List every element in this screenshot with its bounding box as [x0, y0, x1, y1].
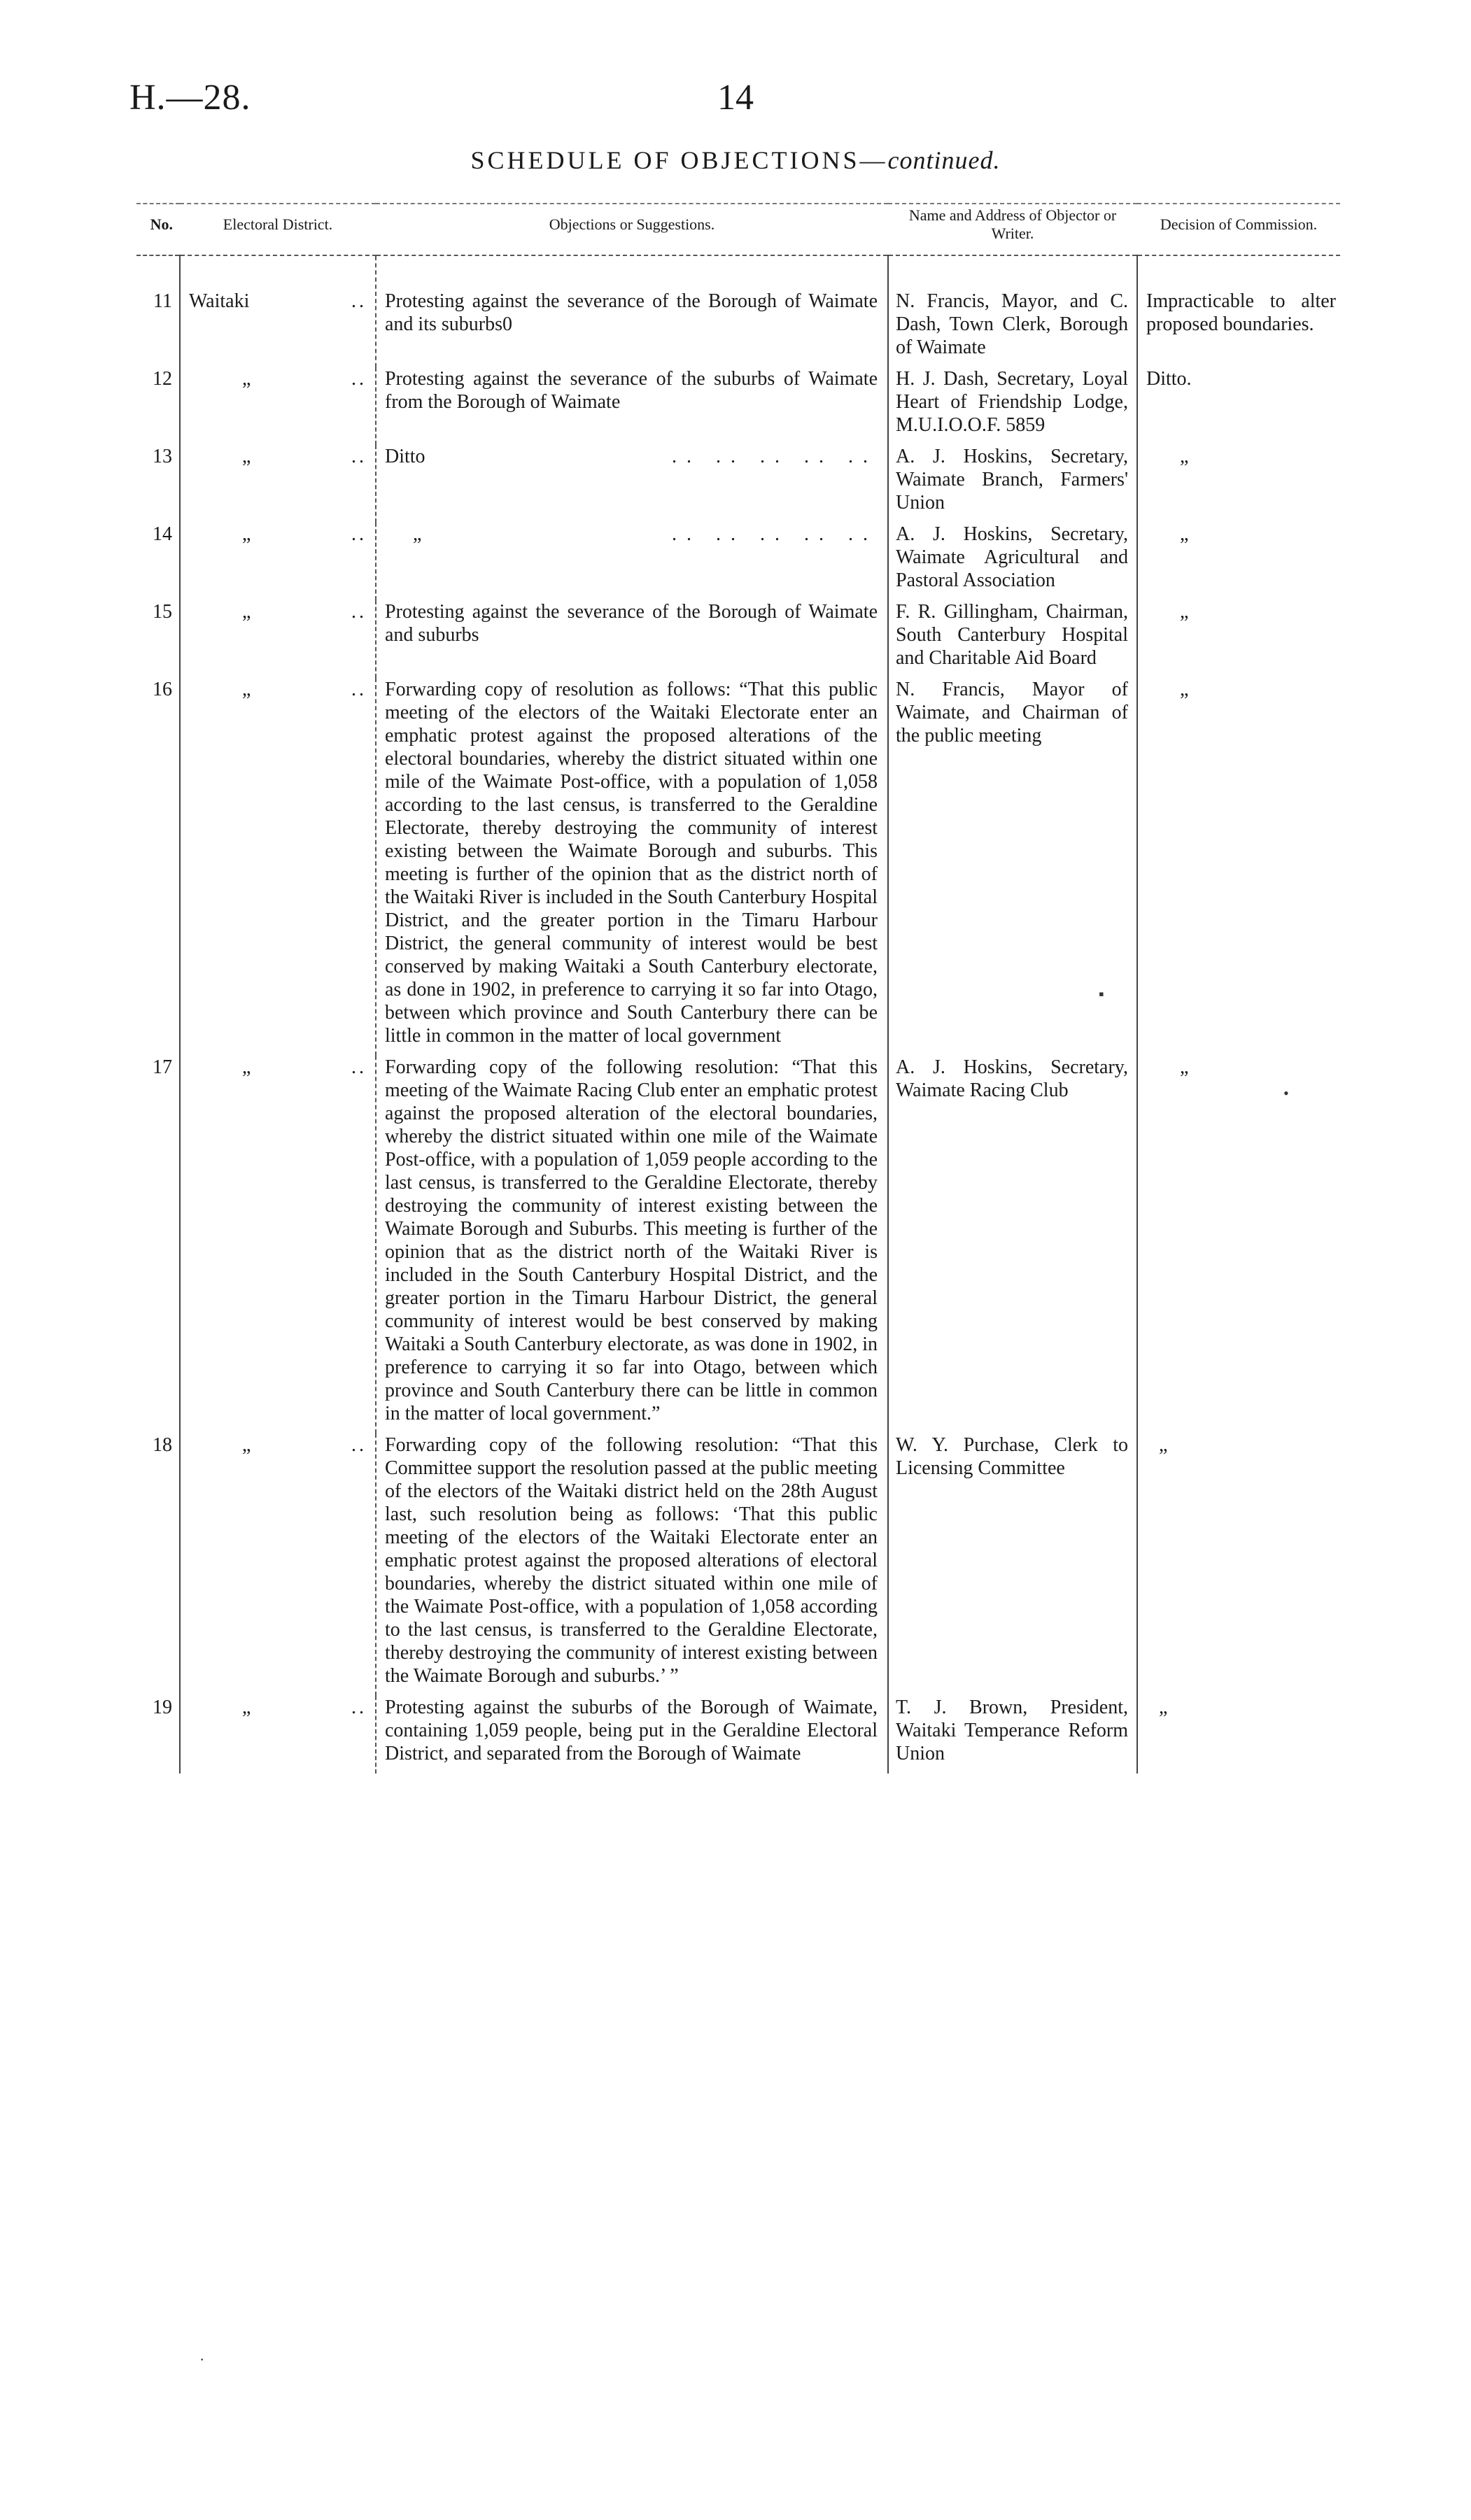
objections-table [136, 203, 1340, 1774]
schedule-title-main: SCHEDULE OF OBJECTIONS— [470, 146, 888, 174]
row-number: 19 [153, 1697, 172, 1718]
row-objector: A. J. Hoskins, Secretary, Waimate Racing Club [888, 1056, 1137, 1434]
district-name: „ [242, 601, 251, 623]
row-objector: T. J. Brown, President, Waitaki Temperance Reform Union [888, 1696, 1137, 1774]
report-reference: H.—28. [129, 78, 251, 118]
table-row [136, 255, 1340, 367]
table-row [136, 1056, 1340, 1434]
row-decision: „ [1159, 1697, 1168, 1718]
row-objector: W. Y. Purchase, Clerk to Licensing Committee [888, 1434, 1137, 1696]
district-dots: .. [351, 368, 367, 390]
row-objector: F. R. Gillingham, Chairman, South Canterbury Hospital and Charitable Aid Board [888, 600, 1137, 678]
row-district [180, 255, 376, 367]
row-decision: „ [1180, 446, 1189, 467]
header-district: Electoral District. [180, 204, 376, 255]
district-name: „ [242, 368, 251, 390]
table-row [136, 678, 1340, 1056]
district-name: „ [242, 1056, 251, 1078]
row-objector: A. J. Hoskins, Secretary, Waimate Agricultural and Pastoral Association [888, 523, 1137, 600]
row-district [180, 1434, 376, 1696]
schedule-title-continued: continued. [887, 146, 1001, 174]
row-objection: Protesting against the severance of the suburbs of Waimate from the Borough of Waimate [376, 367, 888, 445]
row-district [180, 678, 376, 1056]
row-district [180, 600, 376, 678]
row-number: 17 [153, 1056, 172, 1078]
row-decision: „ [1180, 679, 1189, 700]
row-objection [376, 523, 888, 600]
row-objector: H. J. Dash, Secretary, Loyal Heart of Friendship Lodge, M.U.I.O.O.F. 5859 [888, 367, 1137, 445]
district-dots: .. [351, 1056, 367, 1078]
row-number: 16 [153, 679, 172, 700]
objection-leader: .. .. .. .. .. [672, 446, 878, 467]
district-name: „ [242, 1697, 251, 1718]
row-objection: Forwarding copy of the following resolution: “That this Committee support the resolution passed at the public meeting of the electors of the Waitaki district held on the 28th August last, such resolution being as follows: ‘That this public meeting of the electors of the Waitaki Electorate enter an emphatic protest against the proposed alterations of electoral boundaries, whereby the district situated within one mile of the Waimate Post-office, with a population of 1,058 according to the last census, is transferred to the Geraldine Electorate, thereby destroying the community of interest existing between the Waimate Borough and suburbs.’ ” [376, 1434, 888, 1696]
row-number: 13 [153, 446, 172, 467]
stray-mark: ▪ [1099, 985, 1104, 1003]
row-district [180, 523, 376, 600]
stray-mark: · [199, 2351, 205, 2368]
district-dots: .. [351, 679, 367, 700]
district-dots: .. [351, 523, 367, 545]
row-decision: Impracticable to alter proposed boundaries. [1146, 290, 1336, 335]
row-objection: Protesting against the severance of the Borough of Waimate and suburbs [376, 600, 888, 678]
row-decision: „ [1180, 601, 1189, 623]
row-number: 15 [153, 601, 172, 623]
district-dots: .. [351, 601, 367, 623]
row-objection [376, 445, 888, 523]
row-number: 11 [153, 290, 172, 312]
table-row [136, 367, 1340, 445]
table-row [136, 523, 1340, 600]
row-objection: Protesting against the suburbs of the Borough of Waimate, containing 1,059 people, being put in the Geraldine Electoral District, and separated from the Borough of Waimate [376, 1696, 888, 1774]
row-district [180, 445, 376, 523]
table-row [136, 600, 1340, 678]
table-header-row [136, 204, 1340, 255]
table-row [136, 1434, 1340, 1696]
row-objection: Forwarding copy of resolution as follows: “That this public meeting of the electors of the Waitaki Electorate enter an emphatic protest against the proposed alterations of the electoral boundaries, whereby the district situated within one mile of the Waimate Post-office, with a population of 1,058 according to the last census, is transferred to the Geraldine Electorate, thereby destroying the community of interest existing between the Waimate Borough and suburbs. This meeting is further of the opinion that as the district north of the Waitaki River is included in the South Canterbury Hospital District, and the greater portion in the Timaru Harbour District, the general community of interest would be best conserved by making Waitaki a South Canterbury electorate, as done in 1902, in preference to carrying it so far into Otago, between which province and South Canterbury there can be little in common in the matter of local government [376, 678, 888, 1056]
row-objector: A. J. Hoskins, Secretary, Waimate Branch, Farmers' Union [888, 445, 1137, 523]
header-decision: Decision of Commission. [1137, 204, 1340, 255]
district-dots: .. [351, 290, 367, 312]
district-name: Waitaki [189, 290, 250, 312]
row-decision: „ [1180, 1056, 1189, 1078]
district-dots: .. [351, 1434, 367, 1456]
table-row [136, 445, 1340, 523]
row-decision: „ [1159, 1434, 1168, 1456]
objection-ditto: „ [413, 523, 422, 545]
row-district [180, 367, 376, 445]
row-decision: „ [1180, 523, 1189, 545]
page-number: 14 [717, 78, 754, 118]
district-name: „ [242, 523, 251, 545]
stray-mark: • [1283, 1084, 1289, 1102]
objection-leader: .. .. .. .. .. [672, 523, 878, 545]
row-objector: N. Francis, Mayor, and C. Dash, Town Clerk, Borough of Waimate [888, 255, 1137, 367]
row-district [180, 1696, 376, 1774]
header-objections: Objections or Suggestions. [376, 204, 888, 255]
district-dots: .. [351, 1697, 367, 1718]
header-no: No. [136, 204, 180, 255]
district-dots: .. [351, 446, 367, 467]
schedule-title [0, 146, 1471, 175]
row-number: 14 [153, 523, 172, 545]
table-row [136, 1696, 1340, 1774]
row-objection: Forwarding copy of the following resolution: “That this meeting of the Waimate Racing Club enter an emphatic protest against the proposed alteration of the electoral boundaries, whereby the district situated within one mile of the Waimate Post-office, with a population of 1,059 people according to the last census, is transferred to the Geraldine Electorate, thereby destroying the community of interest existing between the Waimate Borough and Suburbs. This meeting is further of the opinion that as the district north of the Waitaki River is included in the South Canterbury Hospital District, and the greater portion in the Timaru Harbour District, the general community of interest would be best conserved by making Waitaki a South Canterbury electorate, as was done in 1902, in preference to carrying it so far into Otago, between which province and South Canterbury there can be little in common in the matter of local government.” [376, 1056, 888, 1434]
row-objector: N. Francis, Mayor of Waimate, and Chairman of the public meeting [888, 678, 1137, 1056]
row-number: 18 [153, 1434, 172, 1456]
objection-ditto: Ditto [385, 446, 425, 467]
district-name: „ [242, 1434, 251, 1456]
header-name: Name and Address of Objector or Writer. [888, 204, 1137, 255]
district-name: „ [242, 679, 251, 700]
row-district [180, 1056, 376, 1434]
district-name: „ [242, 446, 251, 467]
row-objection: Protesting against the severance of the Borough of Waimate and its suburbs0 [376, 255, 888, 367]
row-number: 12 [153, 368, 172, 390]
row-decision: Ditto. [1146, 368, 1192, 390]
